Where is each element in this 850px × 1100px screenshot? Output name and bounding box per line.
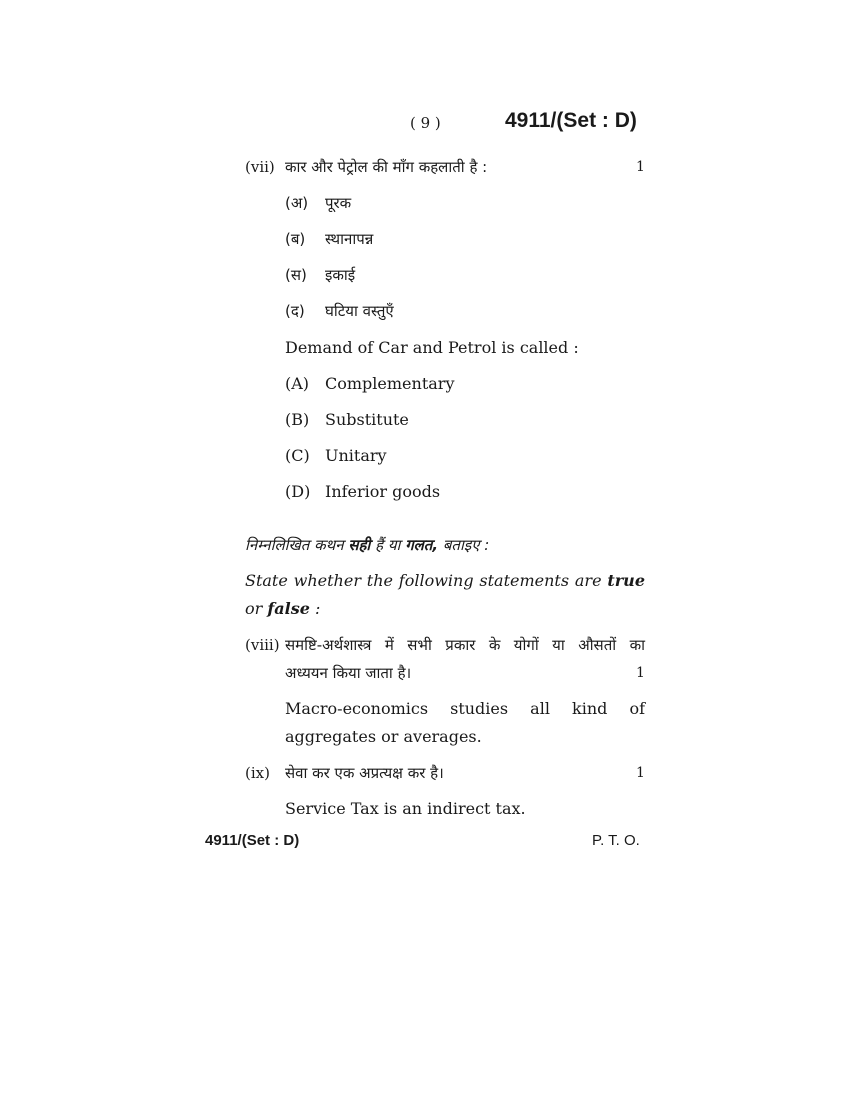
- option-label: (स): [285, 266, 307, 284]
- marks: 1: [636, 765, 645, 781]
- instruction-text: हैं या: [370, 536, 406, 554]
- instruction-emphasis: सही: [348, 536, 371, 554]
- option-text: घटिया वस्तुएँ: [325, 302, 394, 320]
- instruction-hindi: [245, 535, 489, 555]
- question-number: (ix): [245, 764, 270, 782]
- question-number: (viii): [245, 636, 280, 654]
- option-label: (द): [285, 302, 305, 320]
- marks: 1: [636, 159, 645, 175]
- instruction-text: :: [309, 599, 321, 618]
- question-english-line2: aggregates or averages.: [285, 727, 482, 746]
- instruction-emphasis: true: [607, 571, 645, 590]
- page-number: ( 9 ): [410, 114, 441, 132]
- paper-code-header: 4911/(Set : D): [505, 109, 637, 132]
- option-text: Substitute: [325, 410, 409, 429]
- instruction-emphasis: false: [267, 599, 310, 618]
- question-number: (vii): [245, 158, 275, 176]
- marks: 1: [636, 665, 645, 681]
- instruction-text: बताइए :: [438, 536, 490, 554]
- instruction-text: State whether the following statements are: [245, 571, 608, 590]
- question-english-line1: Macro-economics studies all kind of: [285, 699, 645, 718]
- option-label: (B): [285, 410, 310, 429]
- question-hindi: कार और पेट्रोल की माँग कहलाती है :: [285, 158, 488, 176]
- option-text: Inferior goods: [325, 482, 441, 501]
- question-hindi-line1: समष्टि-अर्थशास्त्र में सभी प्रकार के योगों या औसतों का: [285, 636, 645, 654]
- option-text: पूरक: [325, 194, 352, 212]
- instruction-english-line2: [245, 599, 320, 618]
- option-text: Complementary: [325, 374, 455, 393]
- paper-code-footer: 4911/(Set : D): [205, 832, 300, 849]
- question-english: Demand of Car and Petrol is called :: [285, 338, 579, 357]
- instruction-english-line1: [245, 571, 645, 590]
- option-label: (ब): [285, 230, 306, 248]
- question-hindi: सेवा कर एक अप्रत्यक्ष कर है।: [285, 764, 444, 782]
- question-english: Service Tax is an indirect tax.: [285, 799, 526, 818]
- option-text: स्थानापन्न: [325, 230, 374, 248]
- option-label: (A): [285, 374, 310, 393]
- instruction-emphasis: गलत,: [405, 536, 439, 554]
- pto-label: P. T. O.: [592, 832, 640, 849]
- question-hindi-line2: अध्ययन किया जाता है।: [285, 664, 412, 682]
- option-text: Unitary: [325, 446, 387, 465]
- option-label: (C): [285, 446, 310, 465]
- instruction-text: निम्नलिखित कथन: [245, 536, 349, 554]
- option-text: इकाई: [325, 266, 356, 284]
- option-label: (D): [285, 482, 311, 501]
- option-label: (अ): [285, 194, 309, 212]
- instruction-text: or: [245, 599, 268, 618]
